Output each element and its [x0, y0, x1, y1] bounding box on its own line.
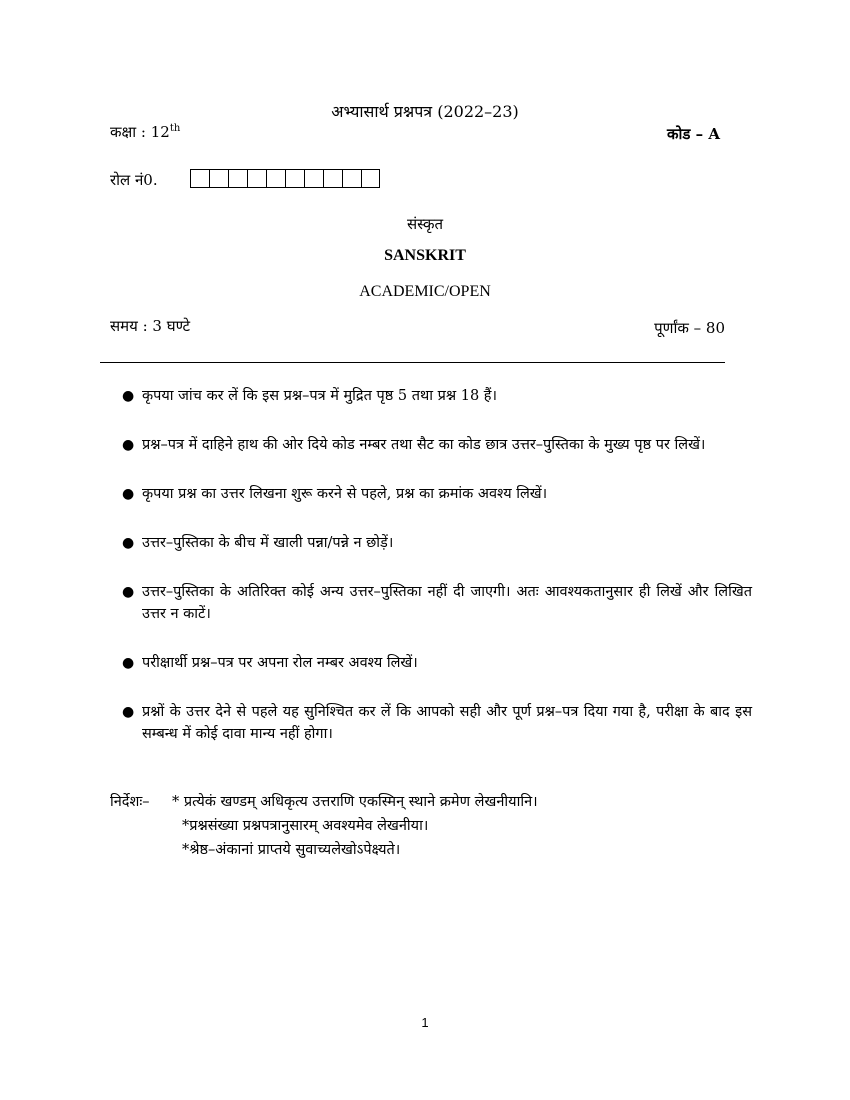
- direction-item: * प्रत्येकं खण्डम् अधिकृत्य उत्तराणि एकस्मिन् स्थाने क्रमेण लेखनीयानि।: [172, 794, 538, 810]
- instruction-item: [122, 434, 752, 456]
- instruction-item: [122, 652, 752, 674]
- instruction-text: कृपया प्रश्न का उत्तर लिखना शुरू करने से पहले, प्रश्न का क्रमांक अवश्य लिखें।: [142, 486, 548, 502]
- bullet-icon: ●: [122, 535, 135, 551]
- instruction-item: [122, 581, 752, 625]
- roll-number-box[interactable]: [323, 169, 342, 188]
- bullet-icon: ●: [122, 584, 135, 600]
- instruction-text: प्रश्नों के उत्तर देने से पहले यह सुनिश्चित कर लें कि आपको सही और पूर्ण प्रश्न–पत्र दिया गया है, परीक्षा के बाद इस सम्बन्ध में कोई दावा मान्य नहीं होगा।: [142, 704, 752, 742]
- class-text: कक्षा : 12: [110, 123, 170, 141]
- bullet-icon: ●: [122, 486, 135, 502]
- instruction-text: परीक्षार्थी प्रश्न–पत्र पर अपना रोल नम्बर अवश्य लिखें।: [142, 655, 418, 671]
- roll-number-box[interactable]: [304, 169, 323, 188]
- instruction-item: [122, 483, 752, 505]
- roll-number-box[interactable]: [228, 169, 247, 188]
- max-marks-label: पूर्णांक – 80: [654, 319, 725, 337]
- roll-number-boxes[interactable]: [190, 169, 380, 188]
- roll-number-box[interactable]: [247, 169, 266, 188]
- bullet-icon: ●: [122, 704, 135, 720]
- instruction-item: [122, 385, 752, 407]
- bullet-icon: ●: [122, 437, 135, 453]
- bullet-icon: ●: [122, 655, 135, 671]
- paper-title: अभ्यासार्थ प्रश्नपत्र (2022–23): [331, 102, 519, 121]
- class-label: [110, 122, 180, 142]
- directions-list: [172, 790, 792, 862]
- instruction-text: कृपया जांच कर लें कि इस प्रश्न–पत्र में मुद्रित पृष्ठ 5 तथा प्रश्न 18 हैं।: [142, 388, 497, 404]
- instructions-list: [122, 385, 752, 745]
- roll-number-box[interactable]: [342, 169, 361, 188]
- class-suffix: th: [169, 123, 181, 134]
- directions-label: निर्देशः–: [110, 794, 150, 810]
- direction-item: *प्रश्नसंख्या प्रश्नपत्रानुसारम् अवश्यमेव लेखनीया।: [182, 818, 429, 834]
- roll-number-label: रोल नं0.: [110, 171, 158, 189]
- roll-number-box[interactable]: [209, 169, 228, 188]
- instruction-item: [122, 532, 752, 554]
- time-label: समय : 3 घण्टे: [110, 317, 191, 335]
- direction-item: *श्रेष्ठ–अंकानां प्राप्तये सुवाच्यलेखोऽपेक्ष्यते।: [182, 842, 401, 858]
- roll-number-box[interactable]: [266, 169, 285, 188]
- instruction-text: उत्तर–पुस्तिका के अतिरिक्त कोई अन्य उत्तर–पुस्तिका नहीं दी जाएगी। अतः आवश्यकतानुसार ही लिखें और लिखित उत्तर न काटें।: [142, 584, 752, 622]
- bullet-icon: ●: [122, 388, 135, 404]
- divider-line: [100, 362, 725, 363]
- roll-number-box[interactable]: [285, 169, 304, 188]
- code-label: कोड – A: [666, 125, 720, 143]
- subject-hindi: संस्कृत: [406, 215, 444, 233]
- instruction-item: [122, 701, 752, 745]
- roll-number-box[interactable]: [361, 169, 380, 188]
- subject-english: SANSKRIT: [384, 247, 466, 264]
- stream-label: ACADEMIC/OPEN: [359, 283, 491, 300]
- instruction-text: उत्तर–पुस्तिका के बीच में खाली पन्ना/पन्ने न छोड़ें।: [142, 535, 394, 551]
- page-number: 1: [421, 1015, 429, 1030]
- roll-number-box[interactable]: [190, 169, 209, 188]
- instruction-text: प्रश्न–पत्र में दाहिने हाथ की ओर दिये कोड नम्बर तथा सैट का कोड छात्र उत्तर–पुस्तिका के मुख्य पृष्ठ पर लिखें।: [142, 437, 706, 453]
